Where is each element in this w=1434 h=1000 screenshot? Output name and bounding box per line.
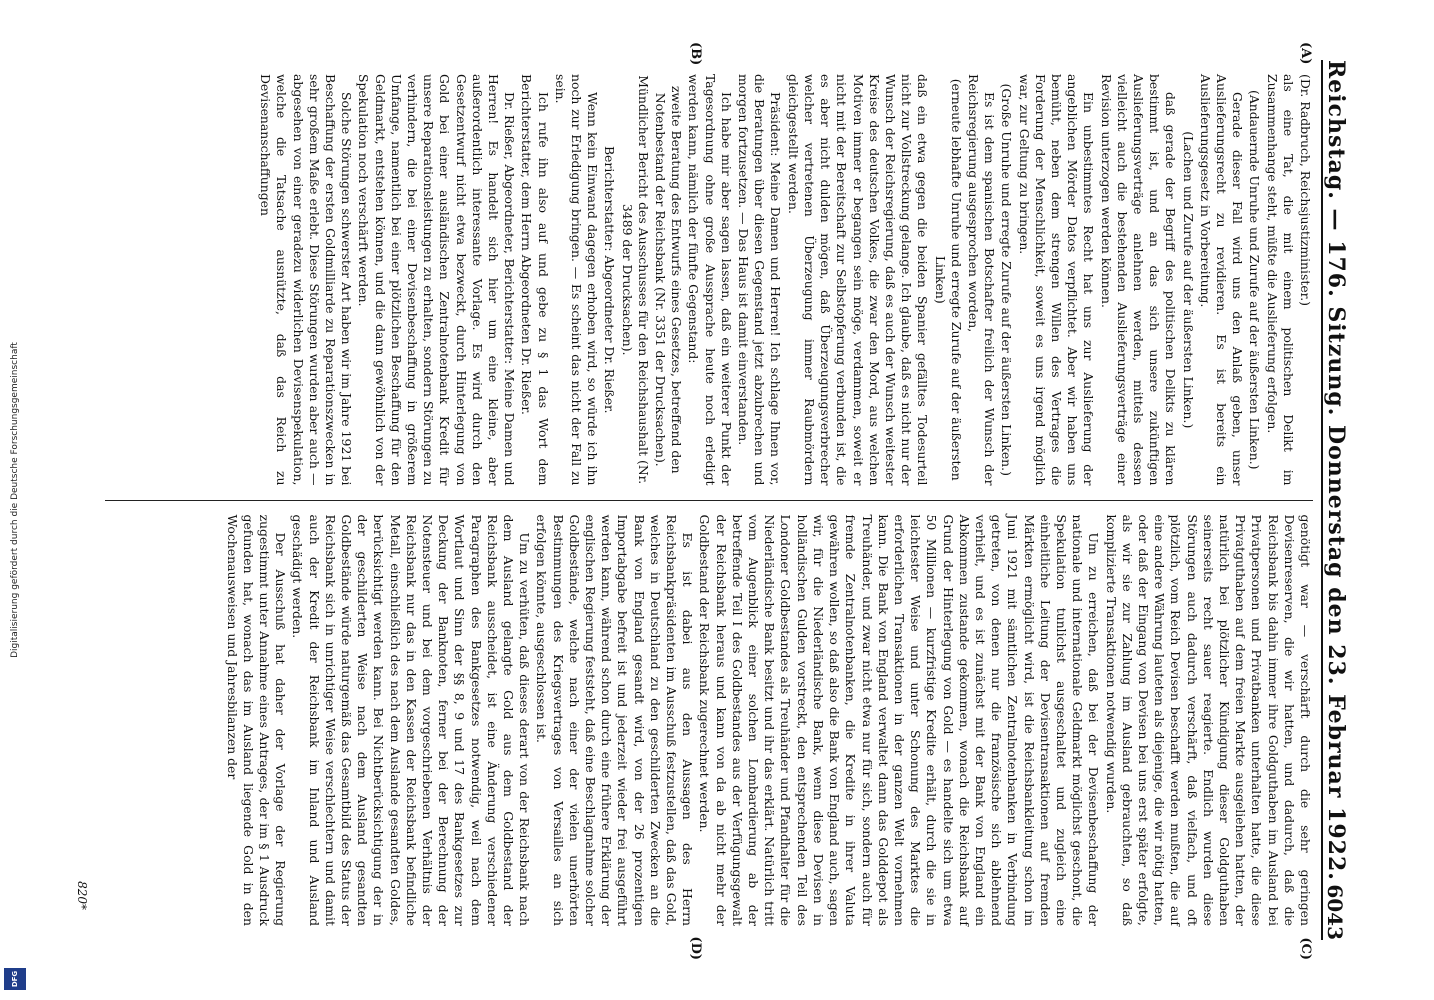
paragraph: Dr. Rießer, Abgeordneter, Berichterstatter: Meine Damen und Herren! Es handelt sich hier um eine kleine, aber außerordentlich interessante Vorlage. Es wird durch den Gesetzentwurf nicht etwa bezweckt, durch Hinterlegung von Gold bei einer ausländischen Zentralnotenbank Kredit für unsere Reparationsleistungen zu erhalten, sondern Störungen zu verhindern, die bei einer Devisenbeschaffung in größerem Umfange, namentlich bei einer plötzlichen Beschaffung für den Geldmarkt, entstehen können, und die dann gewöhnlich von der Spekulation noch verschärft werden.	[356, 74, 518, 486]
paragraph: als eine Tat, die mit einem politischen Delikt im Zusammenhange steht, müßte die Auslieferung erfolgen.	[1264, 74, 1296, 486]
paragraph: Präsident: Meine Damen und Herren! Ich schlage Ihnen vor, die Beratungen über diesen Gegenstand jetzt abzubrechen und morgen fortzusetzen. — Das Haus ist damit einverstanden.	[736, 74, 784, 486]
paragraph: Ein unbestimmtes Recht hat uns zur Auslieferung der angeblichen Mörder Datos verpflichtet. Aber wir haben uns bemüht, neben dem strengen Willen des Vertrages die Forderung der Menschlichkeit, soweit es uns irgend möglich war, zur Geltung zu bringen.	[1016, 74, 1097, 486]
paragraph: genötigt war — verschärft durch die sehr geringen Devisenreserven, die wir hatten, und dadurch, daß die Reichsbank bis dahin immer ihre Goldguthaben im Ausland bei Privatpersonen und Privatbanken unterhalten hatte, die diese Privatguthaben auf dem freien Markte ausgeliehen hatten, der natürlich bei plötzlicher Kündigung dieser Goldguthaben seinerseits recht sauer reagierte. Endlich wurden diese Störungen auch dadurch verschärft, daß vielfach, und oft plötzlich, vom Reich Devisen beschafft werden mußten, die auf eine andere Währung lauteten als diejenige, die wir nötig hatten, oder daß der Eingang von Devisen bei uns erst später erfolgte, als wir sie zur Zahlung im Ausland gebrauchten, so daß komplizierte Transaktionen notwendig wurden.	[1103, 514, 1313, 926]
paragraph: Um zu erreichen, daß bei der Devisenbeschaffung der nationale und internationale Geldmarkt möglichst geschont, die Spekulation tunlichst ausgeschaltet und zugleich eine einheitliche Leitung der Devisentransaktionen auf fremden Märkten ermöglicht wird, ist die Reichsbankleitung schon im Juni 1921 mit sämtlichen Zentralnotenbanken in Verbindung getreten, von denen nur die französische sich ablehnend verhielt, und es ist zunächst mit der Bank von England ein Abkommen zustande gekommen, wonach die Reichsbank auf Grund der Hinterlegung von Gold — es handelte sich um etwa 50 Millionen — kurzfristige Kredite erhält, durch die sie in leichtester Weise und unter Schonung des Marktes die erforderlichen Transaktionen in der ganzen Welt vornehmen kann. Die Bank von England verwaltet dann das Golddepot als Treuhänder, und zwar nicht etwa nur für sich, sondern auch für fremde Zentralnotenbanken, die Kredite in ihrer Valuta gewähren wollen, so daß also die Bank von England auch, sagen wir, für die Niederländische Bank, wenn diese Devisen in holländischen Gulden vorstreckt, den entsprechenden Teil des Londoner Goldbestandes als Treuhänder und Pfandhalter für die Niederländische Bank besitzt und ihr das erklärt. Natürlich tritt vom Augenblick einer solchen Lombardierung ab der betreffende Teil I des Goldbestandes aus der Verfügungsgewalt der Reichsbank heraus und kann von da ab nicht mehr der Goldbestand der Reichsbank zugerechnet werden.	[697, 514, 1102, 926]
page-stage	[45, 30, 1385, 970]
dfg-logo-icon: DFG	[4, 968, 26, 990]
paragraph: daß ein etwa gegen die beiden Spanier gefälltes Todesurteil nicht zur Vollstreckung gelange. Ich glaube, daß es nicht nur der Wunsch der Reichsregierung, daß es auch der Wunsch weitester Kreise des deutschen Volkes, die zwar den Mord, aus welchen Motiven immer er begangen sein möge, verdammen, soweit er nicht mit der Bereitschaft zur Selbstopferung verbunden ist, die es aber nicht dulden mögen, daß Überzeugungsverbrecher welcher vertretenen Überzeugung immer Raubmördern gleichgestellt werden.	[785, 74, 931, 486]
paragraph: Ich rufe ihn also auf und gebe zu § 1 das Wort dem Berichterstatter, dem Herrn Abgeordneten Dr. Rießer.	[519, 74, 551, 486]
margin-marker-b: (B)	[688, 42, 703, 66]
paragraph: Solche Störungen schwerster Art haben wir im Jahre 1921 bei Beschaffung der ersten Goldmilliarde zu Reparationszwecken in sehr großem Maße erlebt. Diese Störungen wurden aber auch — abgesehen von einer geradezu widerlichen Devisenspekulation, welche die Tatsache ausnützte, daß das Reich zu Devisenanschaffungen	[258, 74, 355, 486]
paragraph: zweite Beratung des Entwurfs eines Gesetzes, betreffend den Notenbestand der Reichsbank (Nr. 3351 der Drucksachen).	[653, 85, 685, 474]
page-number: 6043	[1323, 884, 1347, 940]
text-columns	[105, 42, 1313, 960]
margin-marker-a: (A)	[1298, 42, 1313, 65]
paragraph: (Andauernde Unruhe und Zurufe auf der äußersten Linken.)	[1247, 89, 1263, 470]
left-column	[105, 42, 1313, 501]
paragraph: Es ist dabei aus den Aussagen des Herrn Reichsbankpräsidenten im Ausschuß festzustellen, daß das Gold, welches in Deutschland zu den geschilderten Zwecken an die Bank von England gesandt wird, von der 26 prozentigen Importabgabe befreit ist und jederzeit wieder frei ausgeführt werden kann, während schon durch eine frühere Erklärung der englischen Regierung feststeht, daß eine Beschlagnahme solcher Goldbestände, welche nach einer der vielen unerhörten Bestimmungen des Kriegsvertrages von Versailles an sich erfolgen könnte, ausgeschlossen ist.	[534, 514, 696, 927]
paragraph: Mündlicher Bericht des Ausschusses für den Reichshaushalt (Nr. 3489 der Drucksachen).	[619, 75, 651, 485]
page-footer-number: 820*	[75, 881, 89, 910]
paragraph: Berichterstatter: Abgeordneter Dr. Rießer.	[602, 145, 618, 414]
paragraph: Der Ausschuß hat daher der Vorlage der Regierung zugestimmt unter Annahme eines Antrages, der im § 1 Ausdruck gefunden hat, wonach das im Ausland liegende Gold in den Wochenausweisen und Jahresbilanzen der	[224, 514, 289, 926]
document-page	[45, 30, 1385, 970]
paragraph: Um zu verhüten, daß dieses derart von der Reichsbank nach dem Ausland gelangte Gold aus dem Goldbestand der Reichsbank ausscheidet, ist eine Änderung verschiedener Paragraphen des Bankgesetzes notwendig, weil nach dem Wortlaut und Sinn der §§ 8, 9 und 17 des Bankgesetzes zur Deckung der Banknoten, ferner bei der Berechnung der Notensteuer und bei dem vorgeschriebenen Verhältnis der Reichsbank nur das in den Kassen der Reichsbank befindliche Metall, einschließlich des nach dem Auslande gesandten Goldes, berücksichtigt werden kann. Bei Nichtberücksichtigung der in der geschilderten Weise nach dem Ausland gesandten Goldbestände würde naturgemäß das Gesamtbild des Status der Reichsbank sich in unrichtiger Weise verschlechtern und damit auch der Kredit der Reichsbank im Inland und Ausland geschädigt werden.	[290, 514, 533, 926]
paragraph: (Lachen und Zurufe auf der äußersten Linken.)	[1180, 131, 1196, 429]
page-header	[1321, 60, 1363, 940]
footer-credit: Digitalisierung gefördert durch die Deutsche Forschungsgemeinschaft	[10, 342, 20, 658]
footer-strip	[0, 0, 30, 1000]
paragraph: Es ist dem spanischen Botschafter freilich der Wunsch der Reichsregierung ausgesprochen worden,	[965, 74, 998, 486]
paragraph: (Große Unruhe und erregte Zurufe auf der äußersten Linken.)	[999, 83, 1015, 476]
paragraph: Gerade dieser Fall wird uns den Anlaß geben, unser Auslieferungsrecht zu revidieren. Es ist bereits ein Auslieferungsgesetz in Vorbereitung.	[1197, 74, 1246, 486]
paragraph: (erneute lebhafte Unruhe und erregte Zurufe auf der äußersten Linken)	[932, 78, 964, 481]
right-column	[105, 501, 1313, 960]
margin-marker-c: (C)	[1298, 937, 1313, 960]
paragraph: Ich habe mir aber sagen lassen, daß ein weiterer Punkt der Tagesordnung ohne große Aussprache heute noch erledigt werden kann, nämlich der fünfte Gegenstand:	[686, 74, 734, 486]
page-title: Reichstag. — 176. Sitzung. Donnerstag den 23. Februar 1922.	[1323, 60, 1349, 881]
paragraph: daß gerade der Begriff des politischen Delikts zu klären bestimmt ist, und an das sich unsere zukünftigen Auslieferungsverträge anlehnen werden, mittels dessen vielleicht auch die bestehenden Auslieferungsverträge einer Revision unterzogen werden können.	[1098, 74, 1179, 486]
paragraph: (Dr. Radbruch, Reichsjustizminister.)	[1298, 74, 1313, 306]
paragraph: Wenn kein Einwand dagegen erhoben wird, so würde ich ihn noch zur Erledigung bringen. — Es scheint das nicht der Fall zu sein.	[552, 74, 601, 486]
margin-marker-d: (D)	[688, 936, 703, 960]
